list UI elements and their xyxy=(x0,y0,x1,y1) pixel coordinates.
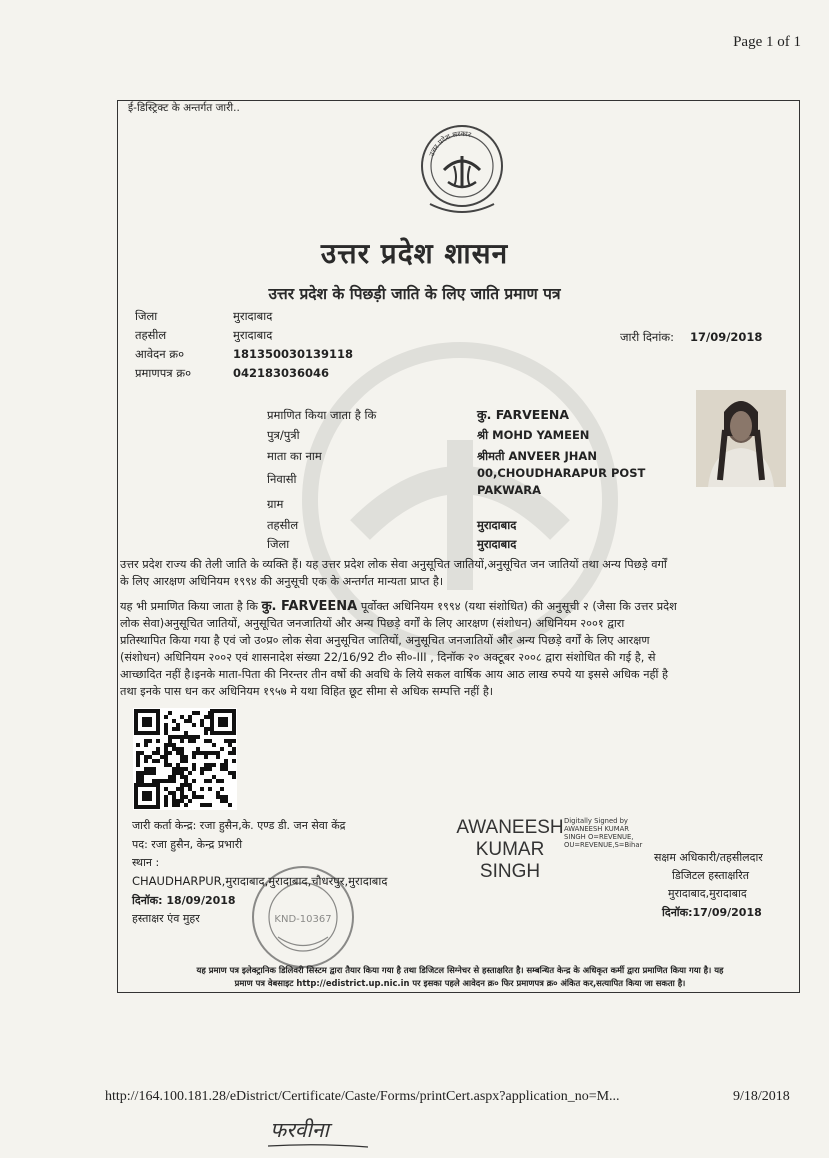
mother-name: श्रीमती ANVEER JHAN xyxy=(477,449,597,463)
authority-date: दिनॉक:17/09/2018 xyxy=(662,906,762,919)
application-number-value: 181350030139118 xyxy=(233,347,354,361)
detail-tehsil-label: तहसील xyxy=(267,518,299,532)
certificate-title: उत्तर प्रदेश के पिछड़ी जाति के लिए जाति प्रमाण पत्र xyxy=(268,285,561,303)
certification-line: आच्छादित नहीं है।इनके माता-पिता की निरन्तर तीन वर्षो की अवधि के लिये सकल वार्षिक आय आठ लाख रुपये या इससे अधिक नहीं है xyxy=(120,668,668,681)
certification-line: लोक सेवा)अनुसूचित जातियों, अनुसूचित जनजातियों और अन्य पिछड़े वर्गों के लिए आरक्षण (संशोधन) अधिनियम २००१ द्वारा xyxy=(120,617,625,630)
detail-tehsil-value: मुरादाबाद xyxy=(477,518,517,532)
detail-district-value: मुरादाबाद xyxy=(477,537,517,551)
signature-seal-label: हस्ताक्षर एंव मुहर xyxy=(132,912,200,925)
verification-note xyxy=(130,964,790,990)
certificate-number-value: 042183036046 xyxy=(233,366,330,380)
place-value: CHAUDHARPUR,मुरादाबाद,मुरादाबाद,चौधरपुर,मुरादाबाद xyxy=(132,874,388,888)
caste-statement-line: उत्तर प्रदेश राज्य की तेली जाति के व्यक्ति हैं। यह उत्तर प्रदेश लोक सेवा अनुसूचित जातियों,अनुसूचित जन जातियों तथा अन्य पिछड़े वर्गों xyxy=(120,558,667,571)
certification-line xyxy=(120,598,795,615)
authority-title: सक्षम अधिकारी/तहसीलदार xyxy=(654,851,763,864)
tehsil-value: मुरादाबाद xyxy=(233,328,273,342)
up-emblem-icon xyxy=(418,122,506,218)
resident-label: निवासी xyxy=(267,472,297,486)
district-value: मुरादाबाद xyxy=(233,309,273,323)
certification-line: प्रतिस्थापित किया गया है एवं जो उ०प्र० लोक सेवा अनुसूचित जातियों, अनुसूचित जनजातियों और अन्य पिछड़े वर्गों के लिए आरक्षण xyxy=(120,634,650,647)
certification-rest: पूर्वोक्त अधिनियम १९९४ (यथा संशोधित) की अनुसूची २ (जैसा कि उत्तर प्रदेश xyxy=(357,600,677,613)
issuing-center: जारी कर्ता केन्द्र: रजा हुसैन,के. एण्ड डी. जन सेवा केंद्र xyxy=(132,819,346,832)
digital-signer-name xyxy=(450,817,570,883)
mother-label: माता का नाम xyxy=(267,449,322,463)
certification-line: तथा इनके पास धन कर अधिनियम १९५७ मे यथा विहित छूट सीमा से अधिक सम्पत्ति नहीं है। xyxy=(120,685,494,698)
handwriting-underline xyxy=(268,1143,368,1149)
issuer-date: दिनॉक: 18/09/2018 xyxy=(132,894,236,907)
digitally-signed-label: डिजिटल हस्ताक्षरित xyxy=(672,869,749,882)
certification-applicant-name: कु. FARVEENA xyxy=(261,599,358,614)
issue-date-value: 17/09/2018 xyxy=(690,330,763,344)
signer-name-line: KUMAR xyxy=(475,839,545,860)
signature-detail-line: AWANEESH KUMAR xyxy=(564,825,630,833)
verification-note-line: यह प्रमाण पत्र इलेक्ट्रानिक डिलिवरी सिस्टम द्वारा तैयार किया गया है तथा डिजिटल सिग्नेचर से हस्ताक्षरित है। सम्बन्धित केन्द्र के अधिकृत कर्मी द्वारा प्रमाणित किया गया है। यह xyxy=(196,965,724,975)
verification-note-line: प्रमाण पत्र वेबसाइट http://edistrict.up.nic.in पर इसका पहले आवेदन क्र० फिर प्रमाणपत्र क्र० अंकित कर,सत्यापित किया जा सकता है। xyxy=(234,978,686,988)
address-line-1: 00,CHOUDHARAPUR POST xyxy=(477,466,646,480)
applicant-name: कु. FARVEENA xyxy=(477,407,569,422)
government-title: उत्तर प्रदेश शासन xyxy=(320,237,509,270)
district-label: जिला xyxy=(135,309,158,323)
center-seal-stamp xyxy=(248,862,358,972)
digital-signature-details xyxy=(564,817,654,849)
stamp-text: KND-10367 xyxy=(274,914,332,925)
authority-place: मुरादाबाद,मुरादाबाद xyxy=(668,887,747,900)
signature-detail-line: SINGH O=REVENUE, xyxy=(564,833,634,841)
village-label: ग्राम xyxy=(267,497,284,511)
qr-code xyxy=(133,708,237,810)
certificate-number-label: प्रमाणपत्र क्र० xyxy=(135,366,192,380)
caste-statement-line: के लिए आरक्षण अधिनियम १९९४ की अनुसूची एक के अन्तर्गत मान्यता प्राप्त है। xyxy=(120,575,444,588)
place-label: स्थान : xyxy=(132,856,160,869)
signature-detail-line: OU=REVENUE,S=Bihar xyxy=(564,841,643,849)
tehsil-label: तहसील xyxy=(135,328,167,342)
issued-under-label: ई-डिस्ट्रिक्ट के अन्तर्गत जारी.. xyxy=(128,102,240,114)
issue-date-label: जारी दिनांक: xyxy=(620,330,675,344)
certification-statement xyxy=(120,598,795,700)
print-url: http://164.100.181.28/eDistrict/Certificate/Caste/Forms/printCert.aspx?application_no=M... xyxy=(105,1089,620,1104)
emblem-text: उत्तर प्रदेश सरकार xyxy=(427,129,472,158)
application-number-label: आवेदन क्र० xyxy=(135,347,185,361)
signer-name-line: AWANEESH xyxy=(456,817,564,838)
page-number: Page 1 of 1 xyxy=(733,34,801,50)
signature-detail-line: Digitally Signed by xyxy=(564,817,628,825)
handwritten-name: फरवीना xyxy=(270,1118,329,1142)
parent-label: पुत्र/पुत्री xyxy=(267,428,300,442)
certify-label: प्रमाणित किया जाता है कि xyxy=(267,408,377,422)
svg-text:उत्तर प्रदेश सरकार xyxy=(428,130,472,158)
caste-statement xyxy=(120,556,795,590)
print-date: 9/18/2018 xyxy=(733,1089,790,1104)
applicant-photo xyxy=(696,390,786,487)
detail-district-label: जिला xyxy=(267,537,290,551)
issuer-post: पद: रजा हुसैन, केन्द्र प्रभारी xyxy=(132,838,243,851)
certification-prefix: यह भी प्रमाणित किया जाता है कि xyxy=(120,600,262,613)
signer-name-line: SINGH xyxy=(479,861,541,882)
father-name: श्री MOHD YAMEEN xyxy=(477,428,590,442)
address-line-2: PAKWARA xyxy=(477,483,542,497)
certification-line: (संशोधन) अधिनियम २००२ एवं शासनादेश संख्या 22/16/92 टी० सी०-III , दिनॉक २० अक्टूबर २००८ द्वारा संशोधित की गई है, से xyxy=(120,651,656,664)
